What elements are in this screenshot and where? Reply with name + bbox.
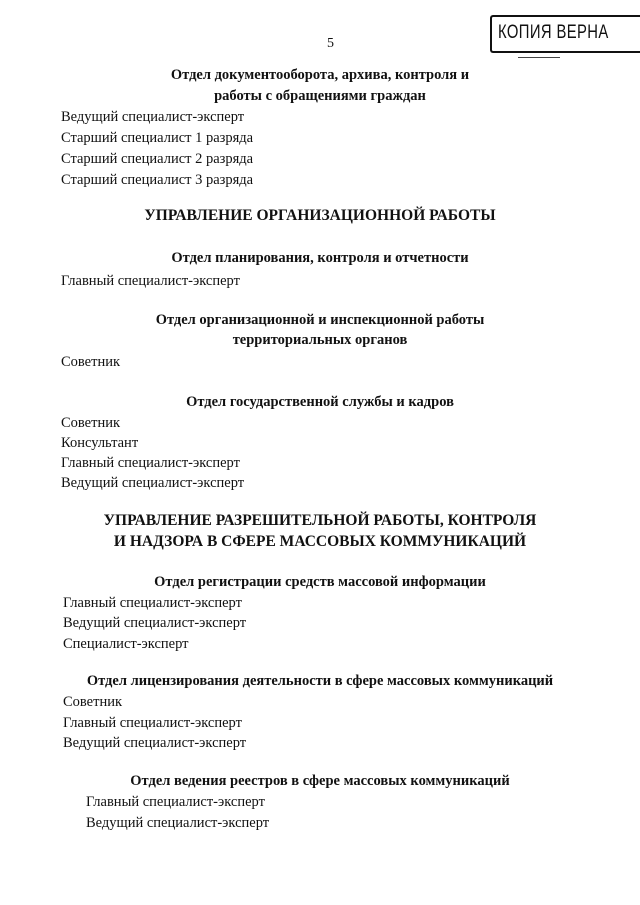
department-title: УПРАВЛЕНИЕ ОРГАНИЗАЦИОННОЙ РАБОТЫ (144, 207, 496, 224)
section-heading: Отдел ведения реестров в сфере массовых коммуникаций (130, 773, 510, 789)
position-item: Старший специалист 3 разряда (61, 172, 254, 188)
department-title: УПРАВЛЕНИЕ РАЗРЕШИТЕЛЬНОЙ РАБОТЫ, КОНТРОЛЯ (103, 512, 537, 529)
section-heading: Отдел планирования, контроля и отчетности (171, 250, 469, 266)
position-item: Ведущий специалист-эксперт (63, 735, 247, 751)
position-item: Главный специалист-эксперт (63, 595, 242, 611)
section-heading: Отдел регистрации средств массовой информации (154, 574, 486, 590)
position-item: Советник (61, 354, 121, 370)
position-item: Главный специалист-эксперт (61, 273, 240, 289)
position-item: Старший специалист 1 разряда (61, 130, 254, 146)
position-item: Советник (61, 415, 121, 431)
position-item: Главный специалист-эксперт (86, 794, 265, 810)
department-title: И НАДЗОРА В СФЕРЕ МАССОВЫХ КОММУНИКАЦИЙ (113, 533, 527, 550)
position-item: Ведущий специалист-эксперт (61, 109, 245, 125)
section-heading: Отдел организационной и инспекционной работы (155, 312, 485, 328)
copy-stamp (490, 15, 640, 53)
position-item: Ведущий специалист-эксперт (61, 475, 245, 491)
section-heading: работы с обращениями граждан (214, 88, 426, 104)
section-heading: Отдел документооборота, архива, контроля и (170, 67, 470, 83)
section-heading: Отдел лицензирования деятельности в сфере массовых коммуникаций (86, 673, 554, 689)
position-item: Старший специалист 2 разряда (61, 151, 254, 167)
position-item: Ведущий специалист-эксперт (63, 615, 247, 631)
section-heading: территориальных органов (232, 332, 408, 348)
page-number: 5 (327, 36, 334, 51)
stamp-signature-line (518, 57, 560, 58)
position-item: Главный специалист-эксперт (61, 455, 240, 471)
position-item: Советник (63, 694, 123, 710)
position-item: Специалист-эксперт (63, 636, 189, 652)
position-item: Ведущий специалист-эксперт (86, 815, 270, 831)
stamp-text: КОПИЯ ВЕРНА (498, 22, 609, 43)
position-item: Главный специалист-эксперт (63, 715, 242, 731)
position-item: Консультант (61, 435, 139, 451)
section-heading: Отдел государственной службы и кадров (186, 394, 454, 410)
